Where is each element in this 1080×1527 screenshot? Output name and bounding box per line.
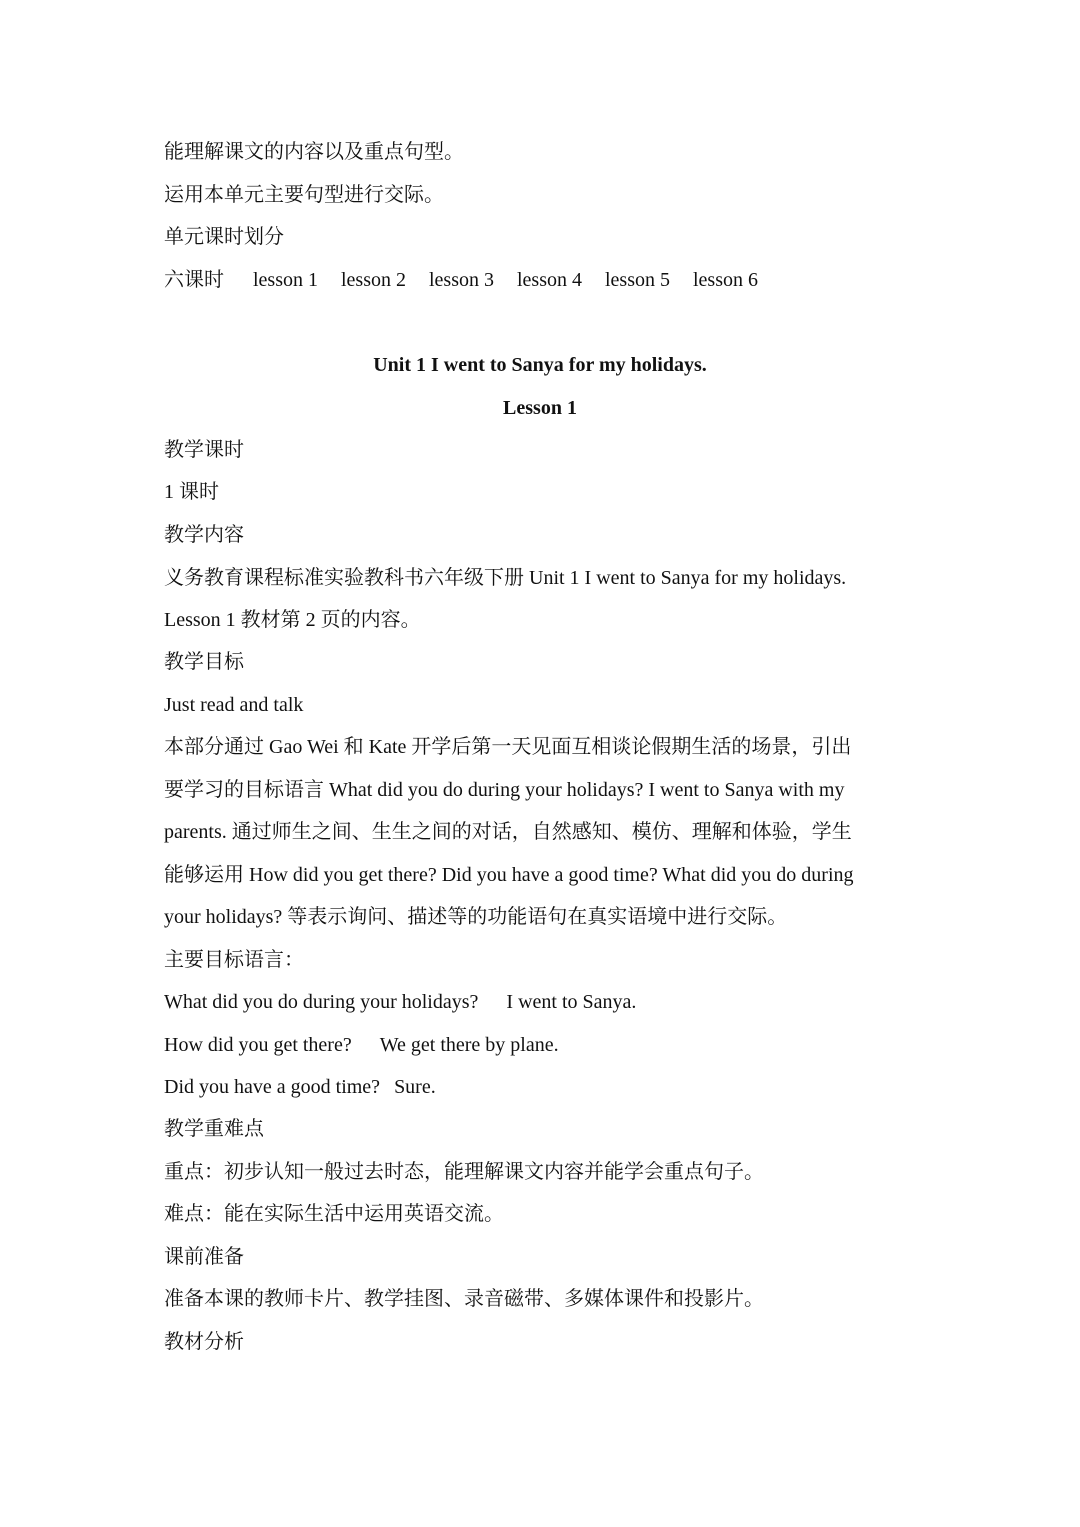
target-answer: We get there by plane. — [379, 1034, 559, 1056]
lesson-title: Lesson 1 — [503, 397, 577, 419]
objectives-paragraph-line: 要学习的目标语言 What did you do during your holidays? I went to Sanya with my — [164, 779, 845, 801]
objectives-paragraph-line: your holidays? 等表示询问、描述等的功能语句在真实语境中进行交际。 — [164, 906, 788, 928]
target-question: How did you get there? — [164, 1034, 352, 1056]
keypoint-text: 重点：初步认知一般过去时态，能理解课文内容并能学会重点句子。 — [164, 1161, 764, 1183]
lesson-item: lesson 2 — [341, 269, 406, 291]
lesson-item: lesson 3 — [429, 269, 494, 291]
target-answer: I went to Sanya. — [506, 991, 637, 1013]
lesson-item: lesson 6 — [693, 269, 758, 291]
lesson-item: lesson 1 — [253, 269, 318, 291]
content-heading: 教学内容 — [164, 524, 244, 546]
preparation-text: 准备本课的教师卡片、教学挂图、录音磁带、多媒体课件和投影片。 — [164, 1288, 764, 1310]
objectives-subheading: Just read and talk — [164, 694, 304, 716]
content-line-2: Lesson 1 教材第 2 页的内容。 — [164, 609, 421, 631]
intro-line-1: 能理解课文的内容以及重点句型。 — [164, 141, 464, 163]
target-sentence-row — [164, 1031, 559, 1059]
lessons-row — [164, 266, 776, 294]
objectives-paragraph-line: 本部分通过 Gao Wei 和 Kate 开学后第一天见面互相谈论假期生活的场景，引出 — [164, 736, 852, 758]
target-question: Did you have a good time? — [164, 1076, 381, 1098]
lesson-item: lesson 5 — [605, 269, 670, 291]
objectives-paragraph-line: 能够运用 How did you get there? Did you have a good time? What did you do during — [164, 864, 854, 886]
lessons-label: 六课时 — [164, 269, 224, 291]
target-language-heading: 主要目标语言： — [164, 949, 304, 971]
difficulty-text: 难点：能在实际生活中运用英语交流。 — [164, 1203, 504, 1225]
objectives-paragraph-line: parents. 通过师生之间、生生之间的对话，自然感知、模仿、理解和体验，学生 — [164, 821, 852, 843]
content-line-1: 义务教育课程标准实验教科书六年级下册 Unit 1 I went to Sanya for my holidays. — [164, 567, 847, 589]
unit-title: Unit 1 I went to Sanya for my holidays. — [373, 354, 707, 376]
target-sentence-row — [164, 988, 636, 1016]
division-heading: 单元课时划分 — [164, 226, 284, 248]
intro-line-2: 运用本单元主要句型进行交际。 — [164, 184, 444, 206]
period-value: 1 课时 — [164, 481, 219, 503]
objectives-heading: 教学目标 — [164, 651, 244, 673]
target-sentence-row — [164, 1073, 436, 1101]
target-question: What did you do during your holidays? — [164, 991, 479, 1013]
target-answer: Sure. — [394, 1076, 436, 1098]
keypoints-heading: 教学重难点 — [164, 1118, 264, 1140]
lesson-item: lesson 4 — [517, 269, 582, 291]
analysis-heading: 教材分析 — [164, 1331, 244, 1353]
preparation-heading: 课前准备 — [164, 1246, 244, 1268]
period-heading: 教学课时 — [164, 439, 244, 461]
